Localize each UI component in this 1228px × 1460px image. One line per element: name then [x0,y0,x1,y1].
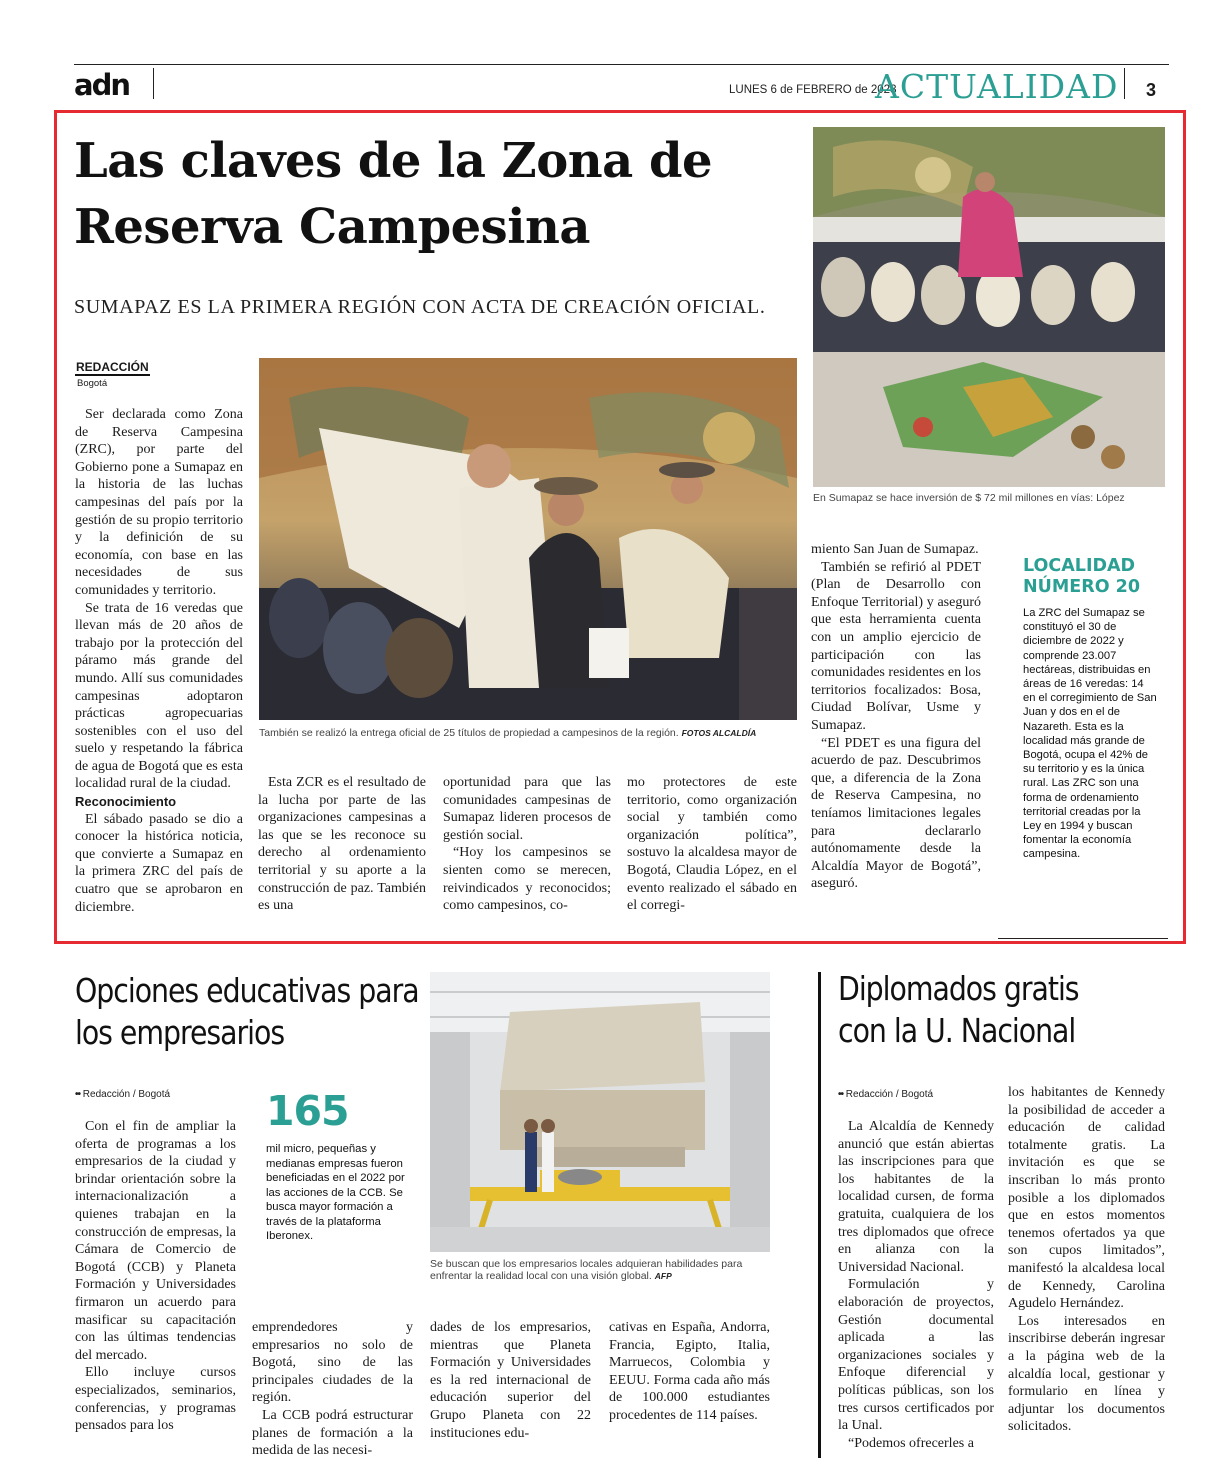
header-divider [1124,68,1125,99]
photo-caption: En Sumapaz se hace inversión de $ 72 mil millones en vías: López [813,492,1125,504]
byline [75,1089,170,1100]
byline-city: Bogotá [77,378,108,389]
article-column-1 [75,406,243,916]
paragraph: cativas en España, Andorra, Francia, Egipto, Italia, Marruecos, Colombia y EEUU. Forma cada año más de 100.000 estudiantes procedentes de 114 países. [609,1320,770,1423]
photo-caption [259,727,799,739]
article-column-4 [609,1319,770,1425]
paragraph: Con el fin de ampliar la oferta de programas a los empresarios de la ciudad y brindar orientación sobre la internacionalización a quienes trabajan en la construcción de empresas, la Cámara de Comercio de Bogotá (CCB) y Planeta Formación y Universidades firmaron un acuerdo para masificar su capacitación con las últimas tendencias del mercado. [75,1119,236,1363]
photo-caption [430,1258,770,1282]
paragraph: “Hoy los campesinos se sienten como se merecen, reivindicados y reconocidos; como campesinos, co- [443,845,611,914]
article-column-3 [443,774,611,915]
byline [838,1089,933,1100]
paragraph: los habitantes de Kennedy la posibilidad de acceder a educación de calidad totalmente gratis. La invitación es que se inscriban lo más pronto posible a los diplomados que en estos momentos tenemos ofertados ya que son cupos limitados”, manifestó la alcaldesa local de Kennedy, Carolina Agudelo Hernández. [1008,1085,1165,1312]
byline-text: Redacción / Bogotá [845,1089,934,1100]
article-column-1 [838,1118,994,1452]
caption-text: Se buscan que los empresarios locales adquieran habilidades para enfrentar la realidad local con una visión global. [430,1258,743,1282]
caption-text: También se realizó la entrega oficial de 25 títulos de propiedad a campesinos de la región. [259,727,679,739]
ceremony-photo [259,358,797,720]
sidebar-rule [998,938,1168,939]
paragraph: oportunidad para que las comunidades campesinas de Sumapaz lideren procesos de gestión social. [443,775,611,843]
paragraph: También se refirió al PDET (Plan de Desarrollo con Enfoque Territorial) y aseguró que esta herramienta cuenta con un amplio ejercicio de participación con las comunidades residentes en los territorios focalizados: Bosa, Ciudad Bolívar, Usme y Sumapaz. [811,559,981,733]
edu-headline: Opciones educativas para los empresarios [75,971,419,1052]
paragraph: emprendedores y empresarios no solo de Bogotá, sino de las principales ciudades de la región. [252,1320,413,1406]
paragraph: Ello incluye cursos especializados, seminarios, conferencias, y programas pensados para los [75,1365,236,1434]
assembly-photo [813,127,1165,487]
byline-dots-icon: •• [75,1089,81,1100]
sidebar-title: LOCALIDAD NÚMERO 20 [1023,556,1141,597]
main-headline: Las claves de la Zona de Reserva Campesina [74,133,713,255]
paragraph: dades de los empresarios, mientras que Planeta Formación y Universidades es la red internacional de educación superior del Grupo Planeta con 22 instituciones edu- [430,1320,591,1441]
story-divider [818,972,821,1458]
byline-text: Redacción / Bogotá [82,1089,171,1100]
paragraph: Esta ZCR es el resultado de la lucha por parte de las organizaciones campesinas a las que se les reconoce su derecho al ordenamiento territorial y su aporte a la construcción de paz. También es una [258,775,426,914]
header-top-rule [74,64,1169,65]
header-divider [153,68,154,99]
section-name: ACTUALIDAD [875,67,1119,106]
byline: REDACCIÓN [76,360,149,374]
article-column-2 [258,774,426,915]
stat-description: mil micro, pequeñas y medianas empresas fueron beneficiadas en el 2022 por las acciones de la CCB. Se busca mayor formación a través de la plataforma Iberonex. [266,1143,405,1242]
paragraph: Ser declarada como Zona de Reserva Campesina (ZRC), por parte del Gobierno pone a Sumapaz en la historia de las luchas campesinas del país por la gestión de su propio territorio y la definición de su economía, con base en las necesidades de sus comunidades y territorio. [75,407,243,598]
article-column-4 [627,774,797,915]
paragraph: miento San Juan de Sumapaz. [811,542,979,557]
sidebar-text: La ZRC del Sumapaz se constituyó el 30 de diciembre de 2022 y comprende 23.007 hectáreas, distribuidas en áreas de 16 veredas: 14 en el corregimiento de San Juan y dos en el de Nazareth. Esta es la localidad más grande de Bogotá, ocupa el 42% de su territorio y es la única rural. Las ZRC son una forma de ordenamiento territorial creadas por la Ley en 1994 y buscan fomentar la economía campesina. [1023,607,1157,861]
paragraph: El sábado pasado se dio a conocer la histórica noticia, que convierte a Sumapaz en la primera ZRC del país de cuatro que se aprobaron en diciembre. [75,811,243,915]
photo-credit: AFP [654,1271,672,1281]
article-column-2 [1008,1084,1165,1436]
paragraph: “El PDET es una figura del acuerdo de paz. Descubrimos que, a diferencia de la Zona de Reserva Campesina, no teníamos limitaciones legales para declararlo autónomamente desde la Alcaldía Mayor de Bogotá”, aseguró. [811,735,981,892]
article-column-5 [811,541,981,893]
page-number: 3 [1146,80,1157,100]
dip-headline: Diplomados gratis con la U. Nacional [838,969,1079,1050]
paragraph: “Podemos ofrecerles a [848,1435,974,1451]
paragraph: mo protectores de este territorio, como organización social y también como organización política”, sostuvo la alcaldesa mayor de Bogotá, Claudia López, en el evento realizado el sábado en el corregi- [627,775,797,914]
paragraph: Se trata de 16 veredas que llevan más de 20 años de trabajo por la protección del páramo más grande del mundo. Allí sus comunidades campesinas adoptaron prácticas agropecuarias sostenibles con el uso del suelo y respetando la fábrica de agua de Bogotá que es esta localidad rural de la ciudad. [75,600,243,792]
paragraph: Los interesados en inscribirse deberán ingresar a la página web de la alcaldía local, gestionar y formulario en línea y adjuntar los documentos solicitados. [1008,1313,1165,1435]
paragraph: Formulación y elaboración de proyectos, Gestión documental aplicada a las organizaciones sociales y Enfoque diferencial y políticas públicas, son los tres cursos certificados por la Unal. [838,1277,994,1434]
paragraph: La CCB podrá estructurar planes de formación a la medida de las necesi- [252,1407,413,1459]
byline-dots-icon: •• [838,1089,844,1100]
factory-photo [430,972,770,1252]
stat-number: 165 [266,1087,349,1135]
paragraph: La Alcaldía de Kennedy anunció que están abiertas las inscripciones para que los habitantes de la localidad cursen, de forma gratuita, cualquiera de los tres diplomados que ofrece en alianza con la Universidad Nacional. [838,1119,994,1275]
article-column-3 [430,1319,591,1442]
newspaper-logo: adn [74,68,129,102]
article-column-1 [75,1118,236,1435]
subheading: Reconocimiento [75,794,177,810]
issue-date: LUNES 6 de FEBRERO de 2023 [729,84,897,96]
main-subtitle: SUMAPAZ ES LA PRIMERA REGIÓN CON ACTA DE CREACIÓN OFICIAL. [74,296,766,318]
photo-credit: FOTOS ALCALDÍA [681,728,757,738]
article-column-2 [252,1319,413,1460]
